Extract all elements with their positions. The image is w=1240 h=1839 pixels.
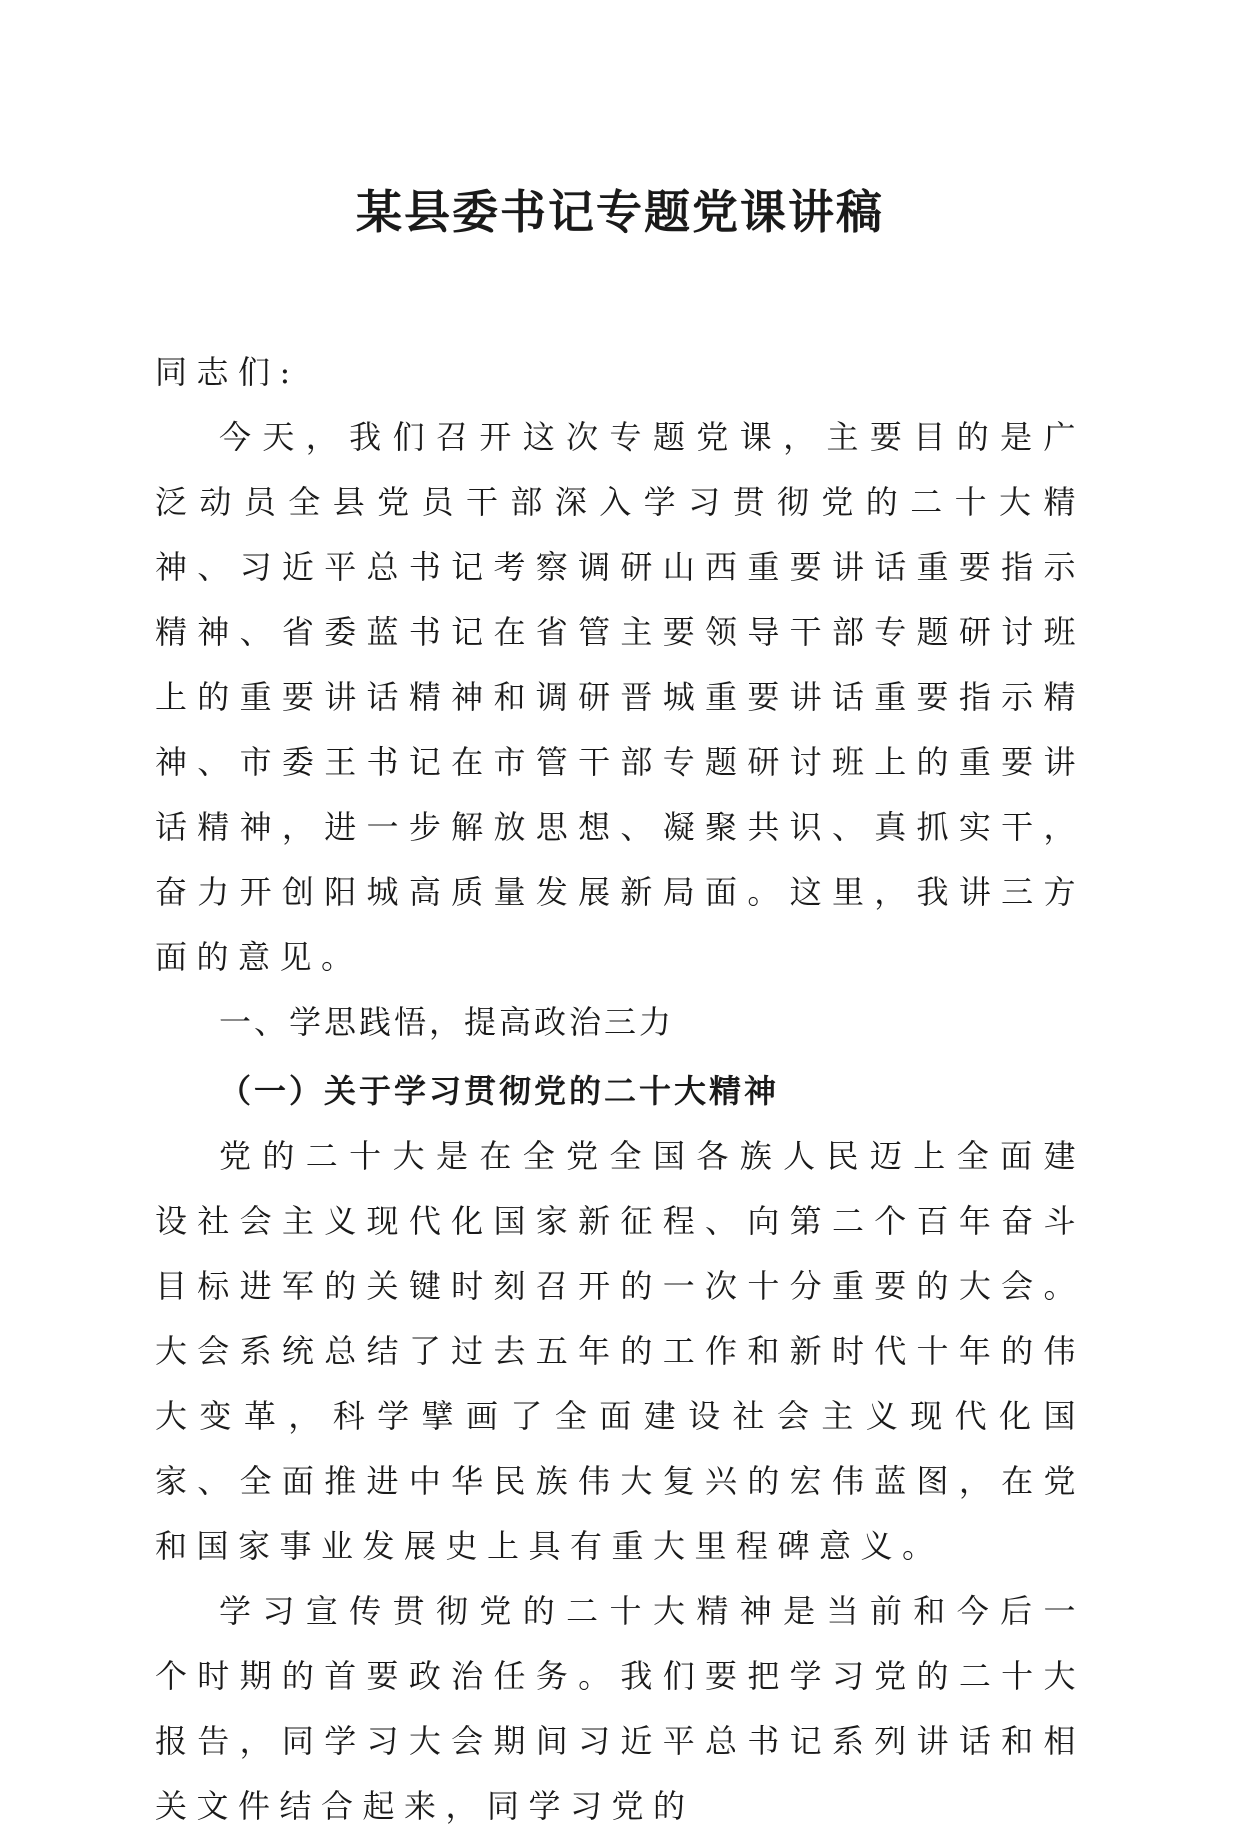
intro-paragraph: 今天，我们召开这次专题党课，主要目的是广泛动员全县党员干部深入学习贯彻党的二十大精神、习近平总书记考察调研山西重要讲话重要指示精神、省委蓝书记在省管主要领导干部专题研讨班上的重要讲话精神和调研晋城重要讲话重要指示精神、市委王书记在市管干部专题研讨班上的重要讲话精神，进一步解放思想、凝聚共识、真抓实干，奋力开创阳城高质量发展新局面。这里，我讲三方面的意见。 — [155, 418, 1085, 976]
document-body — [155, 340, 1085, 1839]
section-heading: 一、学思践悟，提高政治三力 — [219, 1003, 675, 1041]
document-title: 某县委书记专题党课讲稿 — [356, 185, 884, 239]
subsection-heading: （一）关于学习贯彻党的二十大精神 — [219, 1072, 780, 1110]
body-paragraph: 学习宣传贯彻党的二十大精神是当前和今后一个时期的首要政治任务。我们要把学习党的二十大报告，同学习大会期间习近平总书记系列讲话和相关文件结合起来，同学习党的 — [155, 1592, 1085, 1825]
salutation: 同志们: — [155, 353, 300, 391]
body-paragraph: 党的二十大是在全党全国各族人民迈上全面建设社会主义现代化国家新征程、向第二个百年奋斗目标进军的关键时刻召开的一次十分重要的大会。大会系统总结了过去五年的工作和新时代十年的伟大变革，科学擘画了全面建设社会主义现代化国家、全面推进中华民族伟大复兴的宏伟蓝图，在党和国家事业发展史上具有重大里程碑意义。 — [155, 1137, 1085, 1565]
